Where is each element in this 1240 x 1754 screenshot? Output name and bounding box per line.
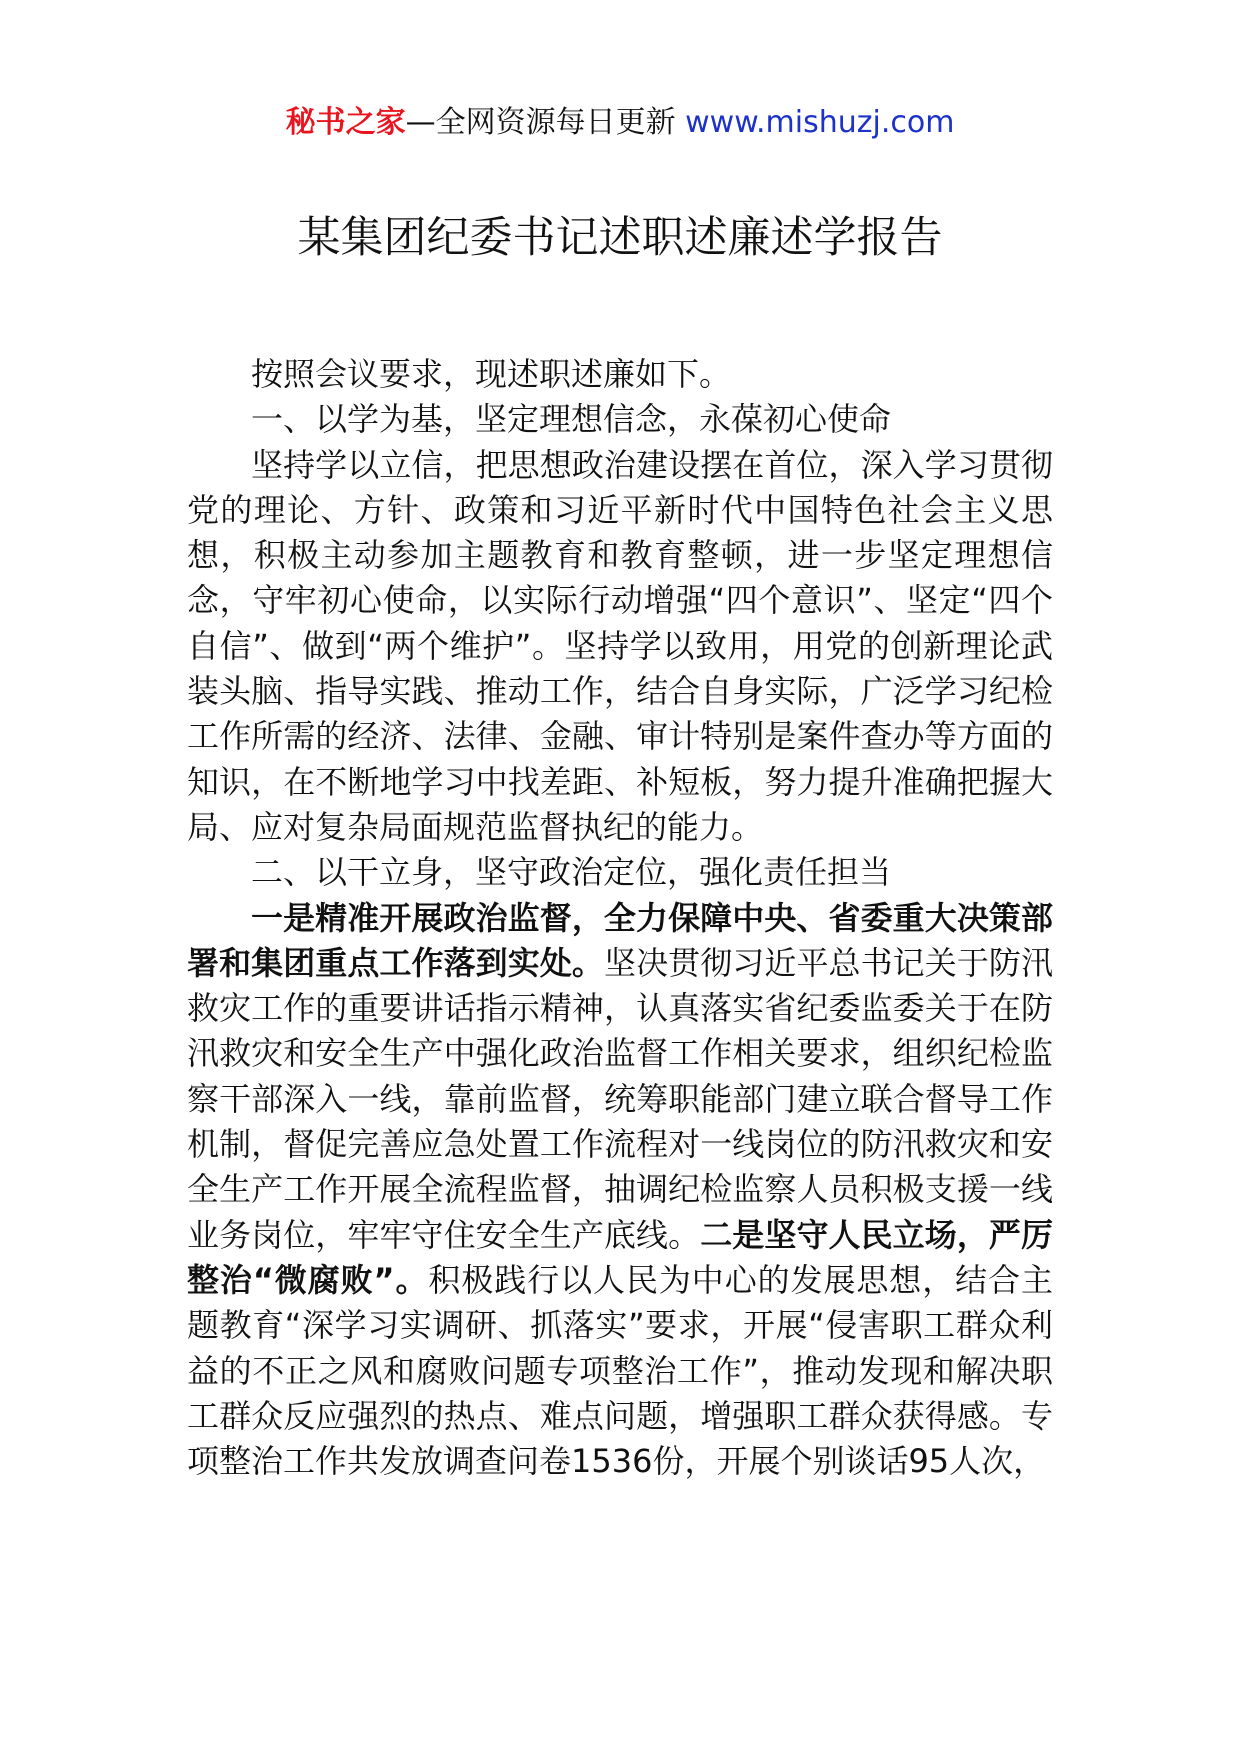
point-1-heading: 一是精准开展政治监督，全力保障中央、省委重大决策部署和集团重点工作落到实处。 <box>187 898 1053 982</box>
document-title: 某集团纪委书记述职述廉述学报告 <box>297 213 943 263</box>
site-slogan: —全网资源每日更新 <box>405 105 676 140</box>
site-brand: 秘书之家 <box>285 105 406 140</box>
document-body <box>187 352 1053 1484</box>
site-header <box>0 100 1240 146</box>
point-2-heading: 二是坚守人民立场，严厉整治“微腐败”。 <box>187 1215 1053 1299</box>
site-url-link[interactable]: www.mishuzj.com <box>685 105 955 140</box>
intro-paragraph: 按照会议要求，现述职述廉如下。 <box>251 355 732 393</box>
point-1-text: 坚决贯彻习近平总书记关于防汛救灾工作的重要讲话指示精神，认真落实省纪委监委关于在防汛救灾和安全生产中强化政治监督工作相关要求，组织纪检监察干部深入一线，靠前监督，统筹职能部门建立联合督导工作机制，督促完善应急处置工作流程对一线岗位的防汛救灾和安全生产工作开展全流程监督，抽调纪检监察人员积极支援一线业务岗位，牢牢守住安全生产底线。 <box>187 943 1053 1254</box>
section-heading-2: 二、以干立身，坚守政治定位，强化责任担当 <box>251 853 892 892</box>
point-2-text: 积极践行以人民为中心的发展思想，结合主题教育“深学习实调研、抓落实”要求，开展“侵害职工群众利益的不正之风和腐败问题专项整治工作”，推动发现和解决职工群众反应强烈的热点、难点问题，增强职工群众获得感。专项整治工作共发放调查问卷1536份，开展个别谈话95人次， <box>187 1260 1053 1481</box>
section-2-paragraph <box>187 896 1053 1485</box>
section-1-paragraph: 坚持学以立信，把思想政治建设摆在首位，深入学习贯彻党的理论、方针、政策和习近平新时代中国特色社会主义思想，积极主动参加主题教育和教育整顿，进一步坚定理想信念，守牢初心使命，以实际行动增强“四个意识”、坚定“四个自信”、做到“两个维护”。坚持学以致用，用党的创新理论武装头脑、指导实践、推动工作，结合自身实际，广泛学习纪检工作所需的经济、法律、金融、审计特别是案件查办等方面的知识，在不断地学习中找差距、补短板，努力提升准确把握大局、应对复杂局面规范监督执纪的能力。 <box>187 445 1053 846</box>
section-heading-1: 一、以学为基，坚定理想信念，永葆初心使命 <box>251 400 892 439</box>
